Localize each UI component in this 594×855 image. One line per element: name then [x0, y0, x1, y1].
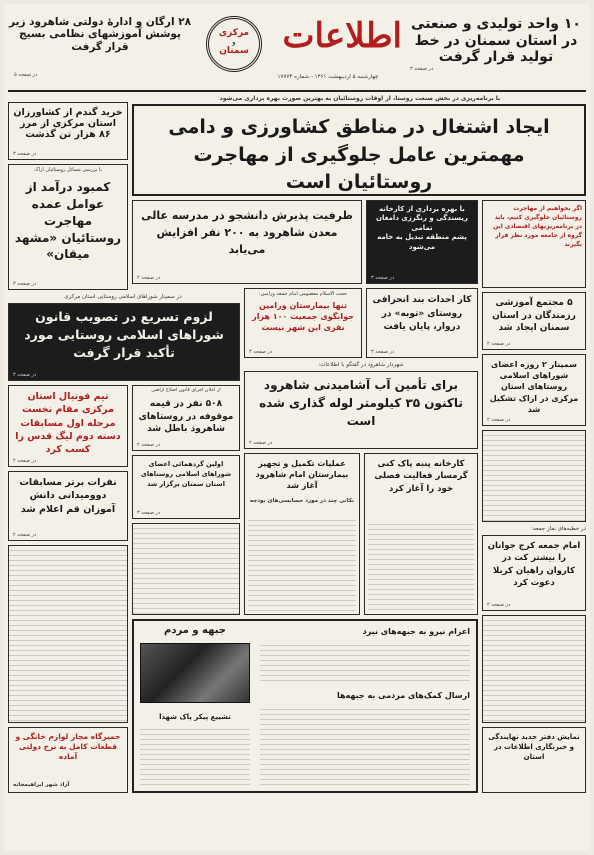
center-story-university[interactable]: ظرفیت پذیرش دانشجو در مدرسه عالی معدن شاهرود به ۲۰۰ نفر افزایش می‌یابد در صفحه ۲ [132, 200, 362, 284]
left-story-wheat[interactable]: خرید گندم از کشاورزان استان مرکزی از مرز ۸۶ هزار تن گذشت در صفحه ۳ [8, 102, 128, 160]
masthead-left-story[interactable]: ۲۸ ارگان و ادارۀ دولتی شاهرود زیر پوشش آموزشهای نظامی بسیج قرار گرفت در صفحه ۵ [8, 16, 192, 78]
right-story-migration[interactable]: اگر بخواهیم از مهاجرت روستائیان جلوگیری کنیم، باید در برنامه‌ریزیهای اقتصادی این گروه از جامعه مورد نظر قرار بگیرند [482, 200, 586, 288]
right-text-block [482, 430, 586, 522]
front-and-people[interactable] [132, 619, 478, 793]
left-story-migration[interactable]: با بررسی مسائل روستائیان اراک کمبود درآمد از عوامل عمده مهاجرت روستائیان «مشهد میقان» در صفحه ۳ [8, 164, 128, 290]
body-text-placeholder [9, 546, 127, 722]
body-text-placeholder [368, 520, 474, 611]
masthead-rule [8, 90, 586, 92]
left-story-athletics[interactable]: نفرات برتر مسابقات دوومیدانی دانش آموزان قم اعلام شد در صفحه ۲ [8, 471, 128, 541]
center-story-hospital[interactable]: عملیات تکمیل و تجهیز بیمارستان امام شاهرود آغاز شد نکاتی چند در مورد حسابسی‌های بودجه [244, 453, 360, 615]
right-story-friday-prayer[interactable]: امام جمعه کرج جوانان را بیشتر کت در کاروان راهیان کربلا دعوت کرد در صفحه ۲ [482, 535, 586, 611]
body-text-placeholder [260, 641, 470, 685]
right-story-seminar[interactable]: سمینار ۲ روزه اعضای شوراهای اسلامی روستاهای استان مرکزی در اراک تشکیل شد در صفحه ۲ [482, 354, 586, 426]
front-story-2: ارسال کمک‌های مردمی به جبهه‌ها [336, 691, 470, 700]
left-story-football[interactable]: تیم فوتبال استان مرکزی مقام نخست مرحله اول مسابقات دسته دوم لیگ قدس را کسب کرد در صفحه ۲ [8, 385, 128, 467]
center-story-508[interactable]: از اعلان اجرای قانون اصلاح اراضی ۵۰۸ نفر در قیمه موقوفه در روستاهای شاهرود باطل شد در صفحه ۲ [132, 385, 240, 451]
body-text-placeholder [248, 516, 356, 611]
lead-headline: ایجاد اشتغال در مناطق کشاورزی و دامی مهمترین عامل جلوگیری از مهاجرت روستائیان است [168, 116, 550, 194]
right-text-block-2 [482, 615, 586, 723]
water-kicker: شهردار شاهرود در گفتگو با اطلاعات: [318, 362, 404, 368]
body-text-placeholder [140, 725, 250, 785]
lead-story[interactable] [132, 104, 586, 196]
center-story-carpet[interactable]: با بهره برداری از کارخانه ریسندگی و رنگرزی دامغان تمامی پشم منطقه تبدیل به خامه می‌شود در صفحه ۳ [366, 200, 478, 284]
dateline: چهارشنبه ۵ اردیبهشت ۱۳۶۱ - شماره ۱۷۷۷۳ [277, 74, 379, 80]
masthead [8, 8, 586, 90]
body-text-placeholder [133, 524, 239, 614]
newspaper-page [4, 4, 590, 851]
front-story-3: تشییع پیکر پاک شهدا [159, 713, 231, 721]
emblem-icon: مرکزی و سمنان [206, 16, 262, 72]
front-story-1: اعزام نیرو به جبهه‌های نبرد [362, 627, 470, 636]
left-ad[interactable]: حمیرگاه مجاز لوازم خانگی و قطعات کامل به نرخ دولتی آماده آزاد شهر ابراهیمخانه [8, 727, 128, 793]
body-text-placeholder [260, 705, 470, 785]
center-story-road[interactable]: کار احداث بند انحرافی روستای «توبه» در دروار، پایان یافت در صفحه ۳ [366, 288, 478, 358]
left-story-text [8, 545, 128, 723]
center-story-council-meeting[interactable]: اولین گردهمائی اعضای شوراهای اسلامی روستاهای استان سمنان برگزار شد در صفحه ۳ [132, 455, 240, 519]
left-story-councils[interactable]: لزوم تسریع در تصویب قانون شوراهای اسلامی روستایی مورد تأکید قرار گرفت در صفحه ۳ [8, 303, 240, 381]
left-s3-kicker: در سمینار شوراهای اسلامی روستایی استان مرکزی [64, 294, 182, 300]
right-story-training[interactable]: ۵ مجتمع آموزشی رزمندگان در استان سمنان ایجاد شد در صفحه ۲ [482, 292, 586, 350]
center-story-water[interactable]: برای تأمین آب آشامیدنی شاهرود تاکنون ۳۵ کیلومتر لوله گذاری شده است در صفحه ۲ [244, 371, 478, 449]
front-title: جبهه و مردم [163, 625, 226, 636]
front-photo [140, 643, 250, 703]
newspaper-logo: اطلاعات [282, 16, 402, 56]
right-s4-kicker: در خطبه‌های نماز جمعه: [531, 526, 586, 532]
center-story-friday[interactable]: حجت الاسلام معصومی امام جمعه ورامین: تنها بیمارستان ورامین جوابگوی جمعیت ۱۰۰ هزار نفری این شهر نیست در صفحه ۳ [244, 288, 362, 358]
center-text-block [132, 523, 240, 615]
masthead-right-story[interactable]: ۱۰ واحد تولیدی و صنعتی در استان سمنان در خط تولید قرار گرفت در صفحه ۳ [410, 16, 581, 72]
body-text-placeholder [483, 616, 585, 722]
center-story-factory[interactable]: کارخانه پنبه پاک کنی گرمسار فعالیت فصلی خود را آغاز کرد [364, 453, 478, 615]
lead-kicker: با برنامه‌ریزی در بخش صنعت روستا، از اوقات روستائیان به بهترین صورت بهره برداری می‌شود [219, 95, 501, 102]
right-story-office[interactable]: نمایش دفتر جدید نهایندگی و خبرنگاری اطلاعات در استان [482, 727, 586, 793]
body-text-placeholder [483, 431, 585, 521]
masthead-title [202, 14, 402, 74]
